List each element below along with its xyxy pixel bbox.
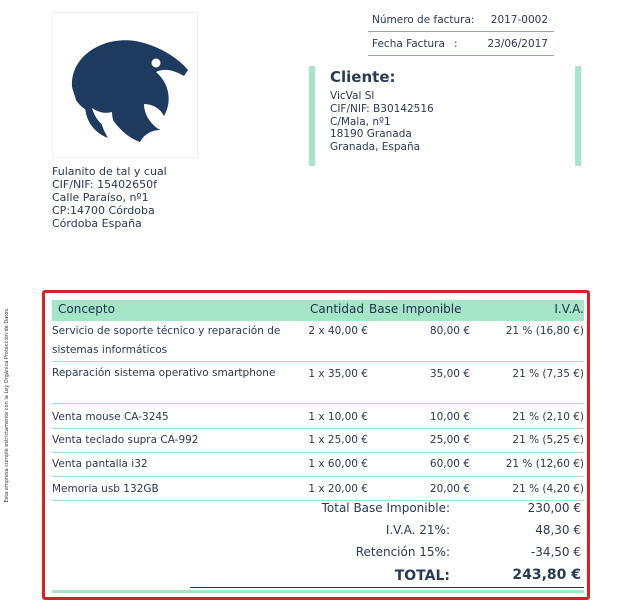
header-quantity: Cantidad — [310, 302, 364, 316]
dolphin-logo-icon — [52, 12, 198, 158]
row-1-quantity: 2 x 40,00 € — [308, 325, 368, 337]
issuer-cif: CIF/NIF: 15402650f — [52, 178, 157, 191]
client-left-bar — [309, 66, 315, 166]
row-2-base: 35,00 € — [429, 368, 470, 380]
invoice-number-label: Número de factura: — [372, 14, 475, 26]
row-divider — [52, 361, 584, 362]
row-3-base: 10,00 € — [429, 411, 470, 423]
client-street: C/Mala, nº1 — [330, 115, 391, 128]
row-5-iva: 21 % (12,60 €) — [505, 458, 584, 470]
row-1-concept: Servicio de soporte técnico y reparación de sistemas informáticos — [52, 325, 281, 356]
client-title: Cliente: — [330, 68, 396, 86]
total-base-value: 230,00 € — [527, 501, 581, 515]
header-base: Base Imponible — [369, 302, 462, 316]
total-iva-value: 48,30 € — [535, 523, 581, 537]
row-divider — [52, 403, 584, 404]
row-2-quantity: 1 x 35,00 € — [308, 368, 368, 380]
legal-note: Esta empresa cumple estrictamente con la Ley Orgánica Protección de Datos. — [4, 307, 10, 503]
row-6-iva: 21 % (4,20 €) — [512, 483, 584, 495]
issuer-city: Córdoba España — [52, 217, 142, 230]
row-1-iva: 21 % (16,80 €) — [505, 325, 584, 337]
row-4-iva: 21 % (5,25 €) — [512, 434, 584, 446]
row-3-quantity: 1 x 10,00 € — [308, 411, 368, 423]
client-name: VicVal Sl — [330, 90, 375, 102]
grand-total-underline — [190, 587, 584, 588]
total-iva-label: I.V.A. 21%: — [385, 523, 450, 537]
row-6-quantity: 1 x 20,00 € — [308, 483, 368, 495]
row-3-iva: 21 % (2,10 €) — [512, 411, 584, 423]
invoice-date-label: Fecha Factura — [372, 38, 445, 50]
issuer-name: Fulanito de tal y cual — [52, 165, 167, 178]
issuer-street: Calle Paraíso, nº1 — [52, 191, 149, 204]
company-logo — [52, 12, 198, 158]
header-concept: Concepto — [58, 302, 115, 316]
row-divider — [52, 428, 584, 429]
row-divider — [52, 476, 584, 477]
invoice-number-row — [368, 14, 554, 28]
row-divider — [52, 452, 584, 453]
row-divider — [52, 500, 584, 501]
row-4-concept: Venta teclado supra CA-992 — [52, 434, 199, 446]
row-4-base: 25,00 € — [429, 434, 470, 446]
client-block — [330, 90, 434, 154]
row-2-iva: 21 % (7,35 €) — [512, 368, 584, 380]
retention-value: -34,50 € — [530, 545, 581, 559]
row-1-base: 80,00 € — [429, 325, 470, 337]
invoice-date-row — [368, 38, 554, 52]
table-bottom-line — [52, 590, 584, 593]
header-iva: I.V.A. — [554, 302, 584, 316]
row-6-concept: Memoria usb 132GB — [52, 483, 159, 495]
row-2-concept: Reparación sistema operativo smartphone — [52, 367, 276, 379]
row-5-concept: Venta pantalla i32 — [52, 458, 148, 470]
invoice-date: 23/06/2017 — [487, 38, 548, 50]
grand-total-value: 243,80 € — [512, 567, 581, 583]
client-cp: 18190 Granada — [330, 128, 412, 141]
row-3-concept: Venta mouse CA-3245 — [52, 411, 169, 423]
issuer-cp: CP:14700 Córdoba — [52, 204, 155, 217]
issuer-block — [52, 165, 167, 230]
total-base-label: Total Base Imponible: — [321, 501, 450, 515]
client-right-bar — [575, 66, 581, 166]
divider — [368, 55, 554, 56]
client-cif: CIF/NIF: B30142516 — [330, 102, 434, 115]
row-5-base: 60,00 € — [429, 458, 470, 470]
invoice-date-separator: : — [454, 38, 458, 50]
divider — [368, 31, 554, 32]
client-city: Granada, España — [330, 141, 421, 154]
row-6-base: 20,00 € — [429, 483, 470, 495]
row-4-quantity: 1 x 25,00 € — [308, 434, 368, 446]
grand-total-label: TOTAL: — [394, 568, 450, 584]
row-5-quantity: 1 x 60,00 € — [308, 458, 368, 470]
invoice-number: 2017-0002 — [490, 14, 548, 26]
retention-label: Retención 15%: — [355, 545, 450, 559]
